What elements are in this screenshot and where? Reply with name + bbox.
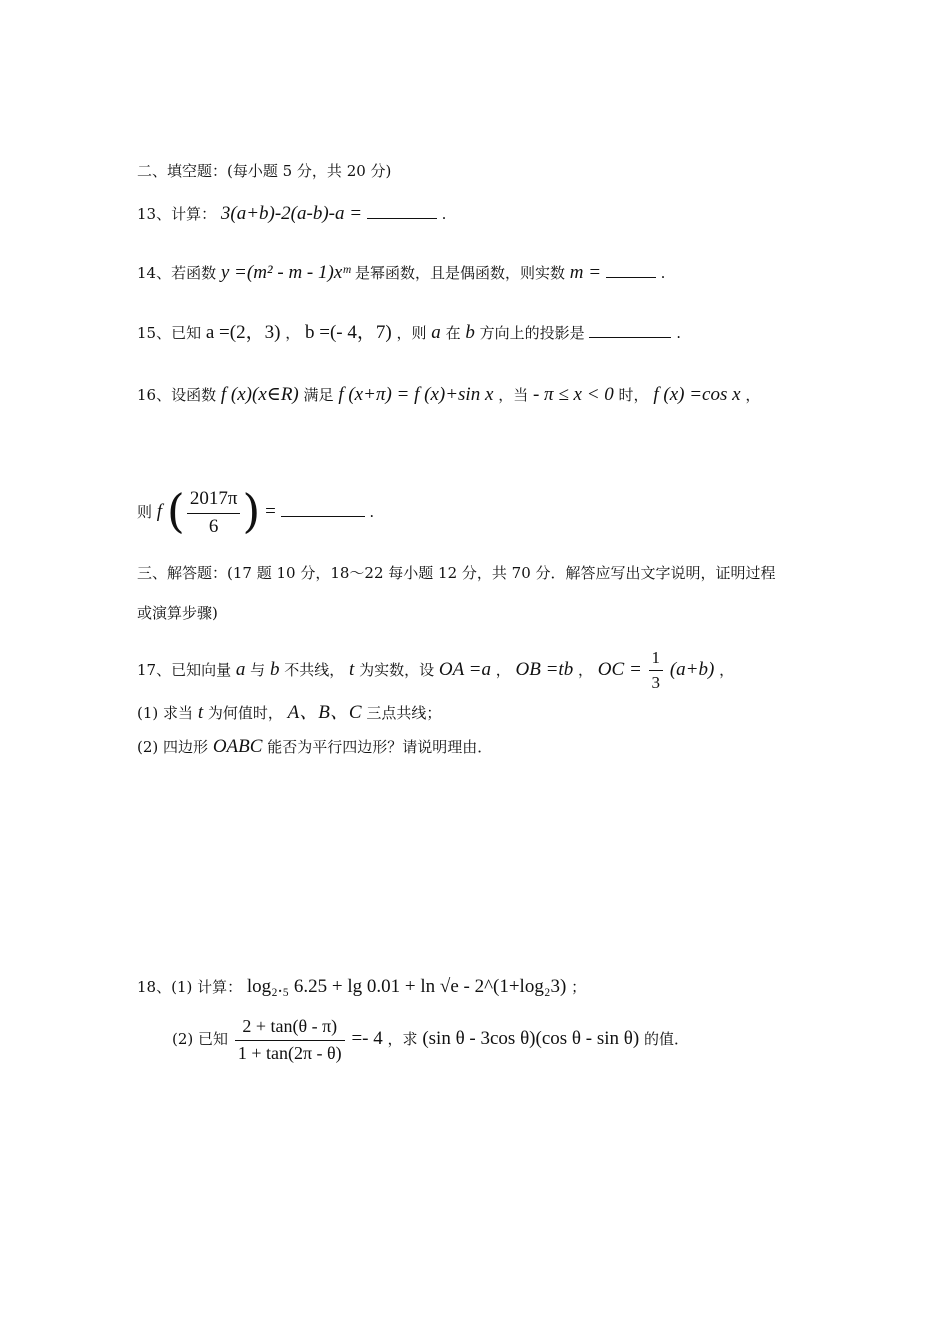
q17-fraction bbox=[649, 648, 664, 694]
q17-text2: 不共线， bbox=[284, 660, 345, 679]
q16-condition: - π ≤ x < 0 bbox=[532, 384, 614, 405]
q17-p1-t: t bbox=[197, 702, 204, 723]
q15-b: b bbox=[465, 322, 475, 343]
q16-end: . bbox=[369, 503, 375, 521]
q17-number: 17、已知向量 bbox=[137, 660, 232, 679]
q15-text2: 在 bbox=[445, 324, 461, 342]
q17-oc-tail: (a+b) bbox=[669, 658, 715, 680]
q17-p1-points: A、B、C bbox=[287, 702, 362, 723]
question-13 bbox=[137, 203, 446, 226]
q13-answer-blank[interactable] bbox=[367, 217, 437, 219]
q17-t: t bbox=[349, 658, 355, 680]
solve-section-title: 三、解答题：(17 题 10 分，18～22 每小题 12 分，共 70 分．解答应写出文字说明，证明过程 bbox=[137, 564, 776, 582]
q16-text4: ， bbox=[745, 386, 761, 404]
q16-left-paren-icon: ( bbox=[166, 484, 185, 538]
q15-answer-blank[interactable] bbox=[589, 336, 671, 338]
q18-p2-end: 的值． bbox=[643, 1030, 689, 1049]
q17-p1-b: 为何值时， bbox=[207, 704, 283, 722]
q13-number: 13、计算： bbox=[137, 205, 217, 223]
question-17-part1 bbox=[137, 702, 441, 725]
q18-p2-fraction-num: 2 + tan(θ - π) bbox=[235, 1016, 345, 1041]
q16-text2: ，当 bbox=[498, 386, 529, 404]
question-16-continued bbox=[137, 484, 374, 539]
q15-vector-a: a =(2，3) bbox=[205, 322, 281, 343]
q17-text1: 与 bbox=[250, 660, 266, 679]
q17-comma3: ， bbox=[719, 660, 735, 679]
q13-expression: 3(a+b)-2(a-b)-a = bbox=[220, 203, 363, 224]
question-15 bbox=[137, 322, 681, 345]
q15-text1: ，则 bbox=[396, 324, 427, 342]
q18-p1-end: ； bbox=[571, 978, 587, 996]
q16-text3: 时， bbox=[618, 386, 649, 404]
q18-p1-expression: log₂.₅ 6.25 + lg 0.01 + ln √e - 2^(1+log₂3) bbox=[246, 976, 567, 997]
q17-ob: OB =tb bbox=[515, 658, 574, 680]
q14-answer-blank[interactable] bbox=[606, 276, 656, 278]
q18-p2-expression: (sin θ - 3cos θ)(cos θ - sin θ) bbox=[422, 1028, 640, 1050]
q17-b: b bbox=[269, 658, 280, 680]
q18-p2-eq: =- 4 bbox=[351, 1028, 383, 1050]
q17-comma2: ， bbox=[578, 660, 594, 679]
q16-fraction bbox=[187, 488, 241, 539]
q14-m: m = bbox=[569, 262, 602, 283]
q16-text5: 则 bbox=[137, 503, 153, 521]
q16-fraction-num: 2017π bbox=[187, 488, 241, 514]
q17-p2-a: (2) 四边形 bbox=[137, 738, 209, 756]
q16-eq: = bbox=[265, 501, 276, 522]
q16-text1: 满足 bbox=[303, 386, 334, 404]
q17-text3: 为实数，设 bbox=[359, 660, 435, 679]
q14-number: 14、若函数 bbox=[137, 264, 217, 282]
question-14 bbox=[137, 262, 665, 285]
q16-relation: f (x+π) = f (x)+sin x bbox=[338, 384, 494, 405]
q17-fraction-den: 3 bbox=[651, 673, 661, 693]
q17-fraction-num: 1 bbox=[649, 648, 664, 671]
question-18-part1 bbox=[137, 976, 586, 999]
question-17 bbox=[137, 648, 734, 694]
q15-end: . bbox=[676, 324, 682, 342]
q16-fname: f bbox=[156, 501, 163, 522]
q17-p2-b: 能否为平行四边形？请说明理由． bbox=[267, 738, 493, 756]
question-18-part2 bbox=[172, 1016, 689, 1064]
q16-cos: f (x) =cos x bbox=[653, 384, 741, 405]
q17-oa: OA =a bbox=[438, 658, 491, 680]
q18-p2-a: (2) 已知 bbox=[172, 1030, 229, 1049]
q16-function: f (x)(x∈R) bbox=[220, 384, 299, 405]
q18-p2-b: ，求 bbox=[387, 1030, 418, 1049]
q14-text: 是幂函数，且是偶函数，则实数 bbox=[354, 264, 565, 282]
q14-expression: y =(m² - m - 1)xᵐ bbox=[220, 262, 351, 283]
q13-end: . bbox=[441, 205, 447, 223]
q18-p1-a: 18、(1) 计算： bbox=[137, 978, 243, 996]
q18-p2-fraction-den: 1 + tan(2π - θ) bbox=[237, 1042, 342, 1063]
q16-right-paren-icon: ) bbox=[242, 484, 261, 538]
q14-end: . bbox=[660, 264, 666, 282]
q15-a: a bbox=[431, 322, 441, 343]
fill-section-title: 二、填空题：(每小题 5 分，共 20 分) bbox=[137, 162, 392, 180]
q18-p2-fraction bbox=[235, 1016, 345, 1064]
q17-p1-c: 三点共线； bbox=[366, 704, 442, 722]
q16-fraction-den: 6 bbox=[208, 515, 219, 537]
question-16 bbox=[137, 384, 760, 407]
q17-p1-a: (1) 求当 bbox=[137, 704, 194, 722]
question-17-part2 bbox=[137, 736, 492, 759]
q16-number: 16、设函数 bbox=[137, 386, 217, 404]
q17-comma1: ， bbox=[495, 660, 511, 679]
q15-text3: 方向上的投影是 bbox=[479, 324, 585, 342]
q15-vector-b: b =(- 4，7) bbox=[305, 322, 392, 343]
q17-p2-quad: OABC bbox=[212, 736, 263, 757]
q15-sep: ， bbox=[285, 324, 301, 342]
q17-a: a bbox=[235, 658, 246, 680]
solve-section-title-cont: 或演算步骤) bbox=[137, 604, 218, 622]
q15-number: 15、已知 bbox=[137, 324, 202, 342]
q17-oc: OC = bbox=[597, 658, 642, 680]
q16-answer-blank[interactable] bbox=[281, 515, 365, 517]
